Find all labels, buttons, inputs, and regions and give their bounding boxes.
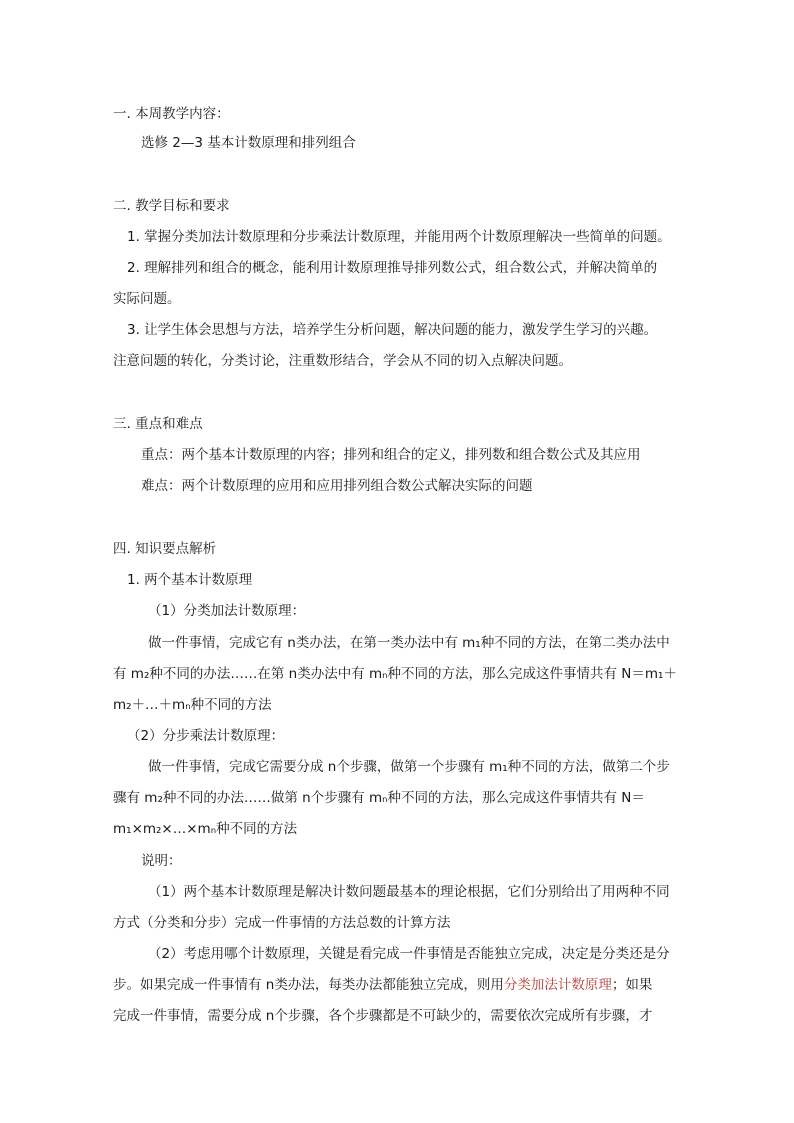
note-1-line-2: 方式（分类和分步）完成一件事情的方法总数的计算方法 <box>113 915 451 931</box>
addition-principle-line-3: m₂＋…＋mₙ种不同的方法 <box>113 697 272 713</box>
addition-principle-title: （1）分类加法计数原理： <box>148 603 306 619</box>
multiplication-principle-title: （2）分步乘法计数原理： <box>127 728 285 744</box>
note-2-line-3: 完成一件事情，需要分成 n个步骤，各个步骤都是不可缺少的，需要依次完成所有步骤，才 <box>113 1008 653 1024</box>
objective-2-line-2: 实际问题。 <box>113 291 181 307</box>
difficult-points: 难点：两个计数原理的应用和应用排列组合数公式解决实际的问题 <box>141 478 533 494</box>
note-1-line-1: （1）两个基本计数原理是解决计数问题最基本的理论根据，它们分别给出了用两种不同 <box>148 884 670 900</box>
addition-principle-line-2: 有 m₂种不同的办法……在第 n类办法中有 mₙ种不同的方法，那么完成这件事情共有 N＝m₁＋ <box>113 666 677 682</box>
note-2-line-1: （2）考虑用哪个计数原理，关键是看完成一件事情是否能独立完成，决定是分类还是分 <box>148 946 670 962</box>
objective-3-line-2: 注意问题的转化，分类讨论，注重数形结合，学会从不同的切入点解决问题。 <box>113 353 572 369</box>
section-1-heading: 一. 本周教学内容： <box>113 106 230 122</box>
highlighted-term: 分类加法计数原理 <box>503 977 612 993</box>
objective-1: 1. 掌握分类加法计数原理和分步乘法计数原理，并能用两个计数原理解决一些简单的问题。 <box>127 229 671 245</box>
key-points: 重点：两个基本计数原理的内容；排列和组合的定义，排列数和组合数公式及其应用 <box>141 447 641 463</box>
note-2-text-after: ；如果 <box>611 977 653 993</box>
addition-principle-line-1: 做一件事情，完成它有 n类办法，在第一类办法中有 m₁种不同的方法，在第二类办法中 <box>148 635 670 651</box>
note-label: 说明： <box>141 853 182 869</box>
section-4-heading: 四. 知识要点解析 <box>113 541 217 557</box>
multiplication-principle-line-2: 骤有 m₂种不同的办法……做第 n个步骤有 mₙ种不同的方法，那么完成这件事情共有 N＝ <box>113 790 645 806</box>
subsection-1-title: 1. 两个基本计数原理 <box>127 572 253 588</box>
objective-2-line-1: 2. 理解排列和组合的概念，能利用计数原理推导排列数公式，组合数公式，并解决简单的 <box>127 260 658 276</box>
section-2-heading: 二. 教学目标和要求 <box>113 198 230 214</box>
section-1-content: 选修 2—3 基本计数原理和排列组合 <box>141 135 356 151</box>
multiplication-principle-line-3: m₁×m₂×…×mₙ种不同的方法 <box>113 821 298 837</box>
note-2-text-before: 步。如果完成一件事情有 n类办法，每类办法都能独立完成，则用 <box>113 977 504 993</box>
objective-3-line-1: 3. 让学生体会思想与方法，培养学生分析问题，解决问题的能力，激发学生学习的兴趣。 <box>127 322 658 338</box>
note-2-line-2 <box>113 975 652 995</box>
section-3-heading: 三. 重点和难点 <box>113 416 203 432</box>
multiplication-principle-line-1: 做一件事情，完成它需要分成 n个步骤，做第一个步骤有 m₁种不同的方法，做第二个步 <box>148 759 670 775</box>
